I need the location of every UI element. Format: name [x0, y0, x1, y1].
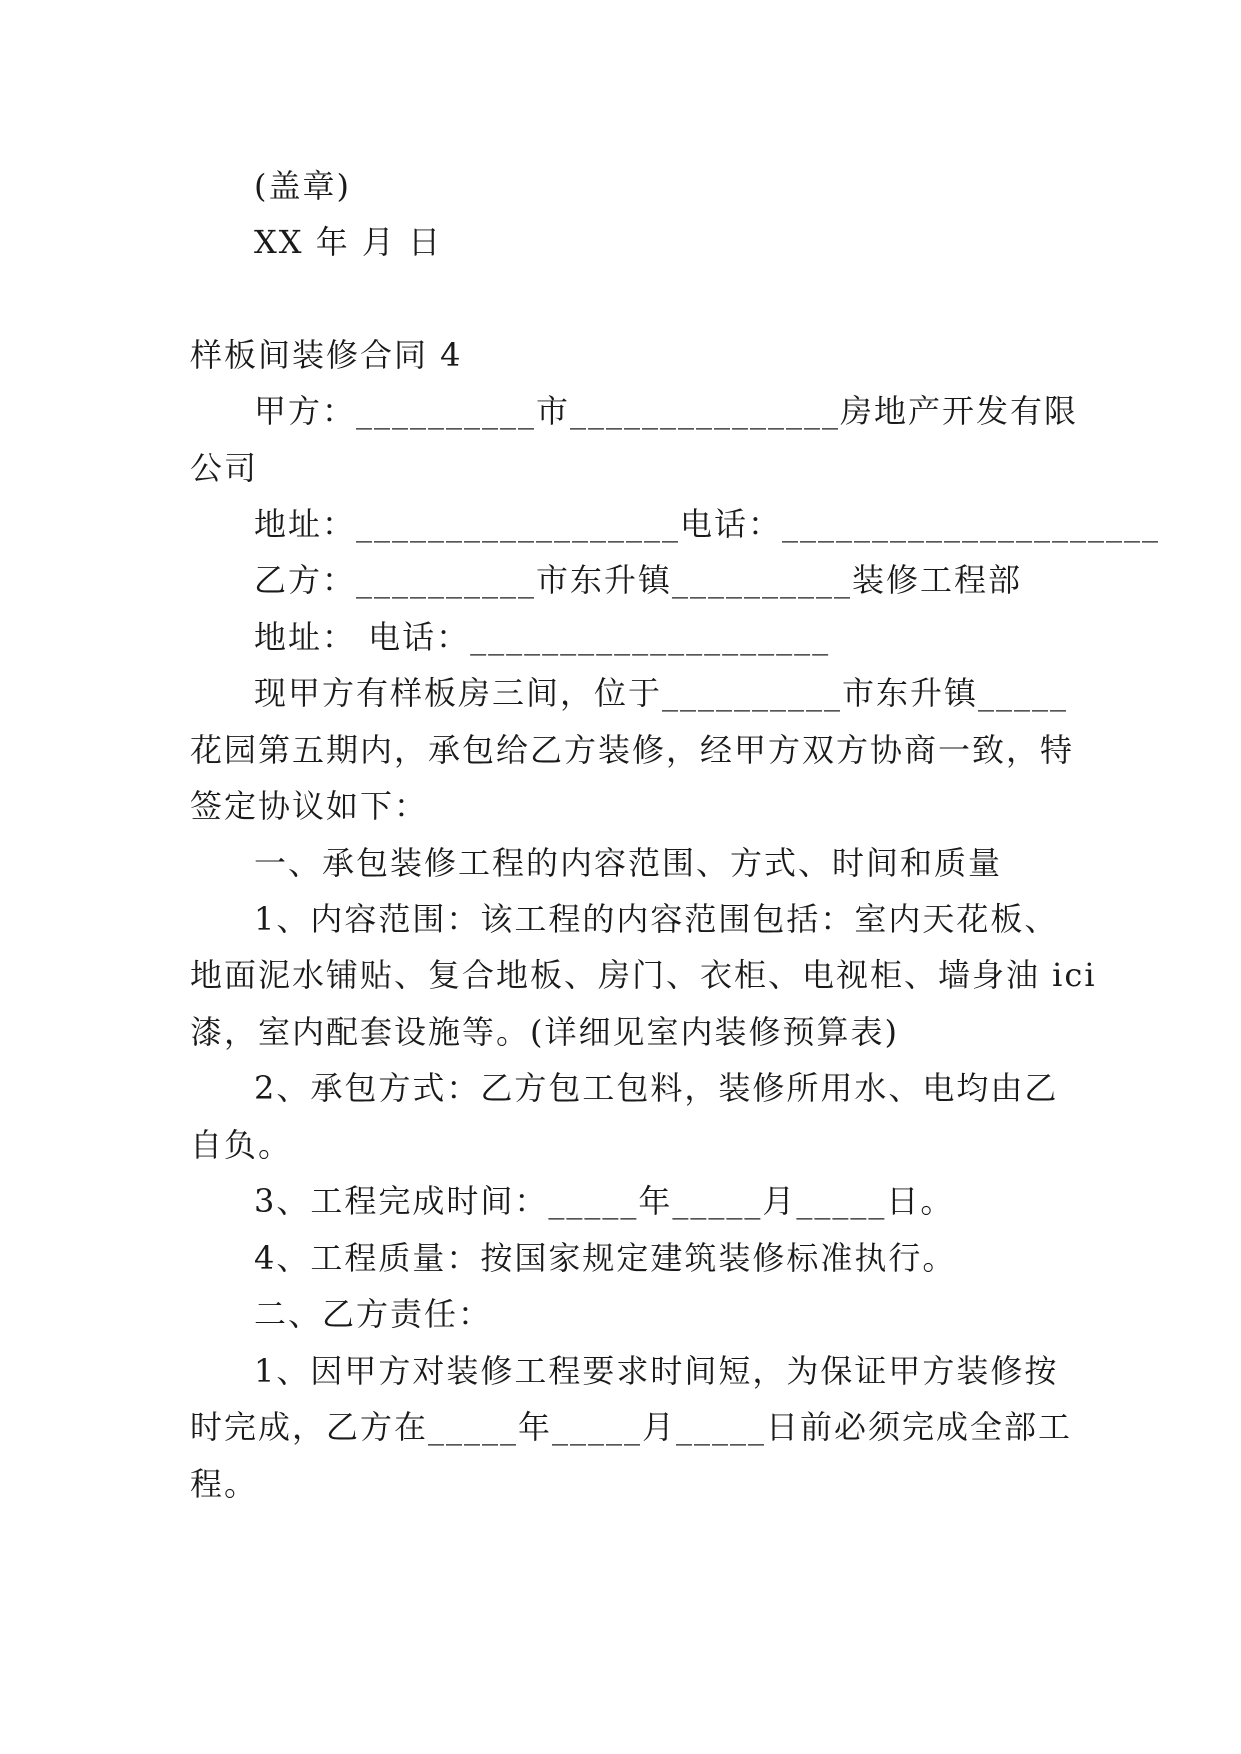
party-b-line: 乙方：__________市东升镇__________装修工程部 — [254, 561, 1023, 599]
section-2-heading: 二、乙方责任： — [254, 1295, 493, 1333]
clause-1-3: 3、工程完成时间：_____年_____月_____日。 — [254, 1182, 955, 1220]
party-a-address-phone: 地址：__________________电话：_____________________ — [254, 505, 1161, 543]
clause-2-1-cont-2: 程。 — [190, 1465, 259, 1503]
clause-2-1: 1、因甲方对装修工程要求时间短，为保证甲方装修按 — [254, 1352, 1059, 1390]
clause-2-1-cont-1: 时完成，乙方在_____年_____月_____日前必须完成全部工 — [190, 1408, 1073, 1446]
clause-1-2: 2、承包方式：乙方包工包料，装修所用水、电均由乙 — [254, 1069, 1059, 1107]
clause-1-2-cont: 自负。 — [190, 1126, 293, 1164]
clause-1-1-cont-1: 地面泥水铺贴、复合地板、房门、衣柜、电视柜、墙身油 ici — [190, 956, 1097, 994]
contract-title: 样板间装修合同 4 — [190, 336, 463, 374]
intro-paragraph: 现甲方有样板房三间，位于__________市东升镇_____ — [254, 674, 1069, 712]
party-a-line-cont: 公司 — [190, 449, 259, 487]
clause-1-1-cont-2: 漆，室内配套设施等。(详细见室内装修预算表) — [190, 1013, 899, 1051]
clause-1-4: 4、工程质量：按国家规定建筑装修标准执行。 — [254, 1239, 957, 1277]
party-a-line: 甲方：__________市_______________房地产开发有限 — [254, 392, 1079, 430]
clause-1-1: 1、内容范围：该工程的内容范围包括：室内天花板、 — [254, 900, 1059, 938]
seal-note: (盖章) — [254, 167, 351, 205]
section-1-heading: 一、承包装修工程的内容范围、方式、时间和质量 — [254, 844, 1003, 882]
date-line: XX 年 月 日 — [254, 223, 443, 261]
party-b-address-phone: 地址： 电话：____________________ — [254, 618, 831, 656]
intro-paragraph-cont-1: 花园第五期内，承包给乙方装修，经甲方双方协商一致，特 — [190, 731, 1075, 769]
intro-paragraph-cont-2: 签定协议如下： — [190, 787, 429, 825]
